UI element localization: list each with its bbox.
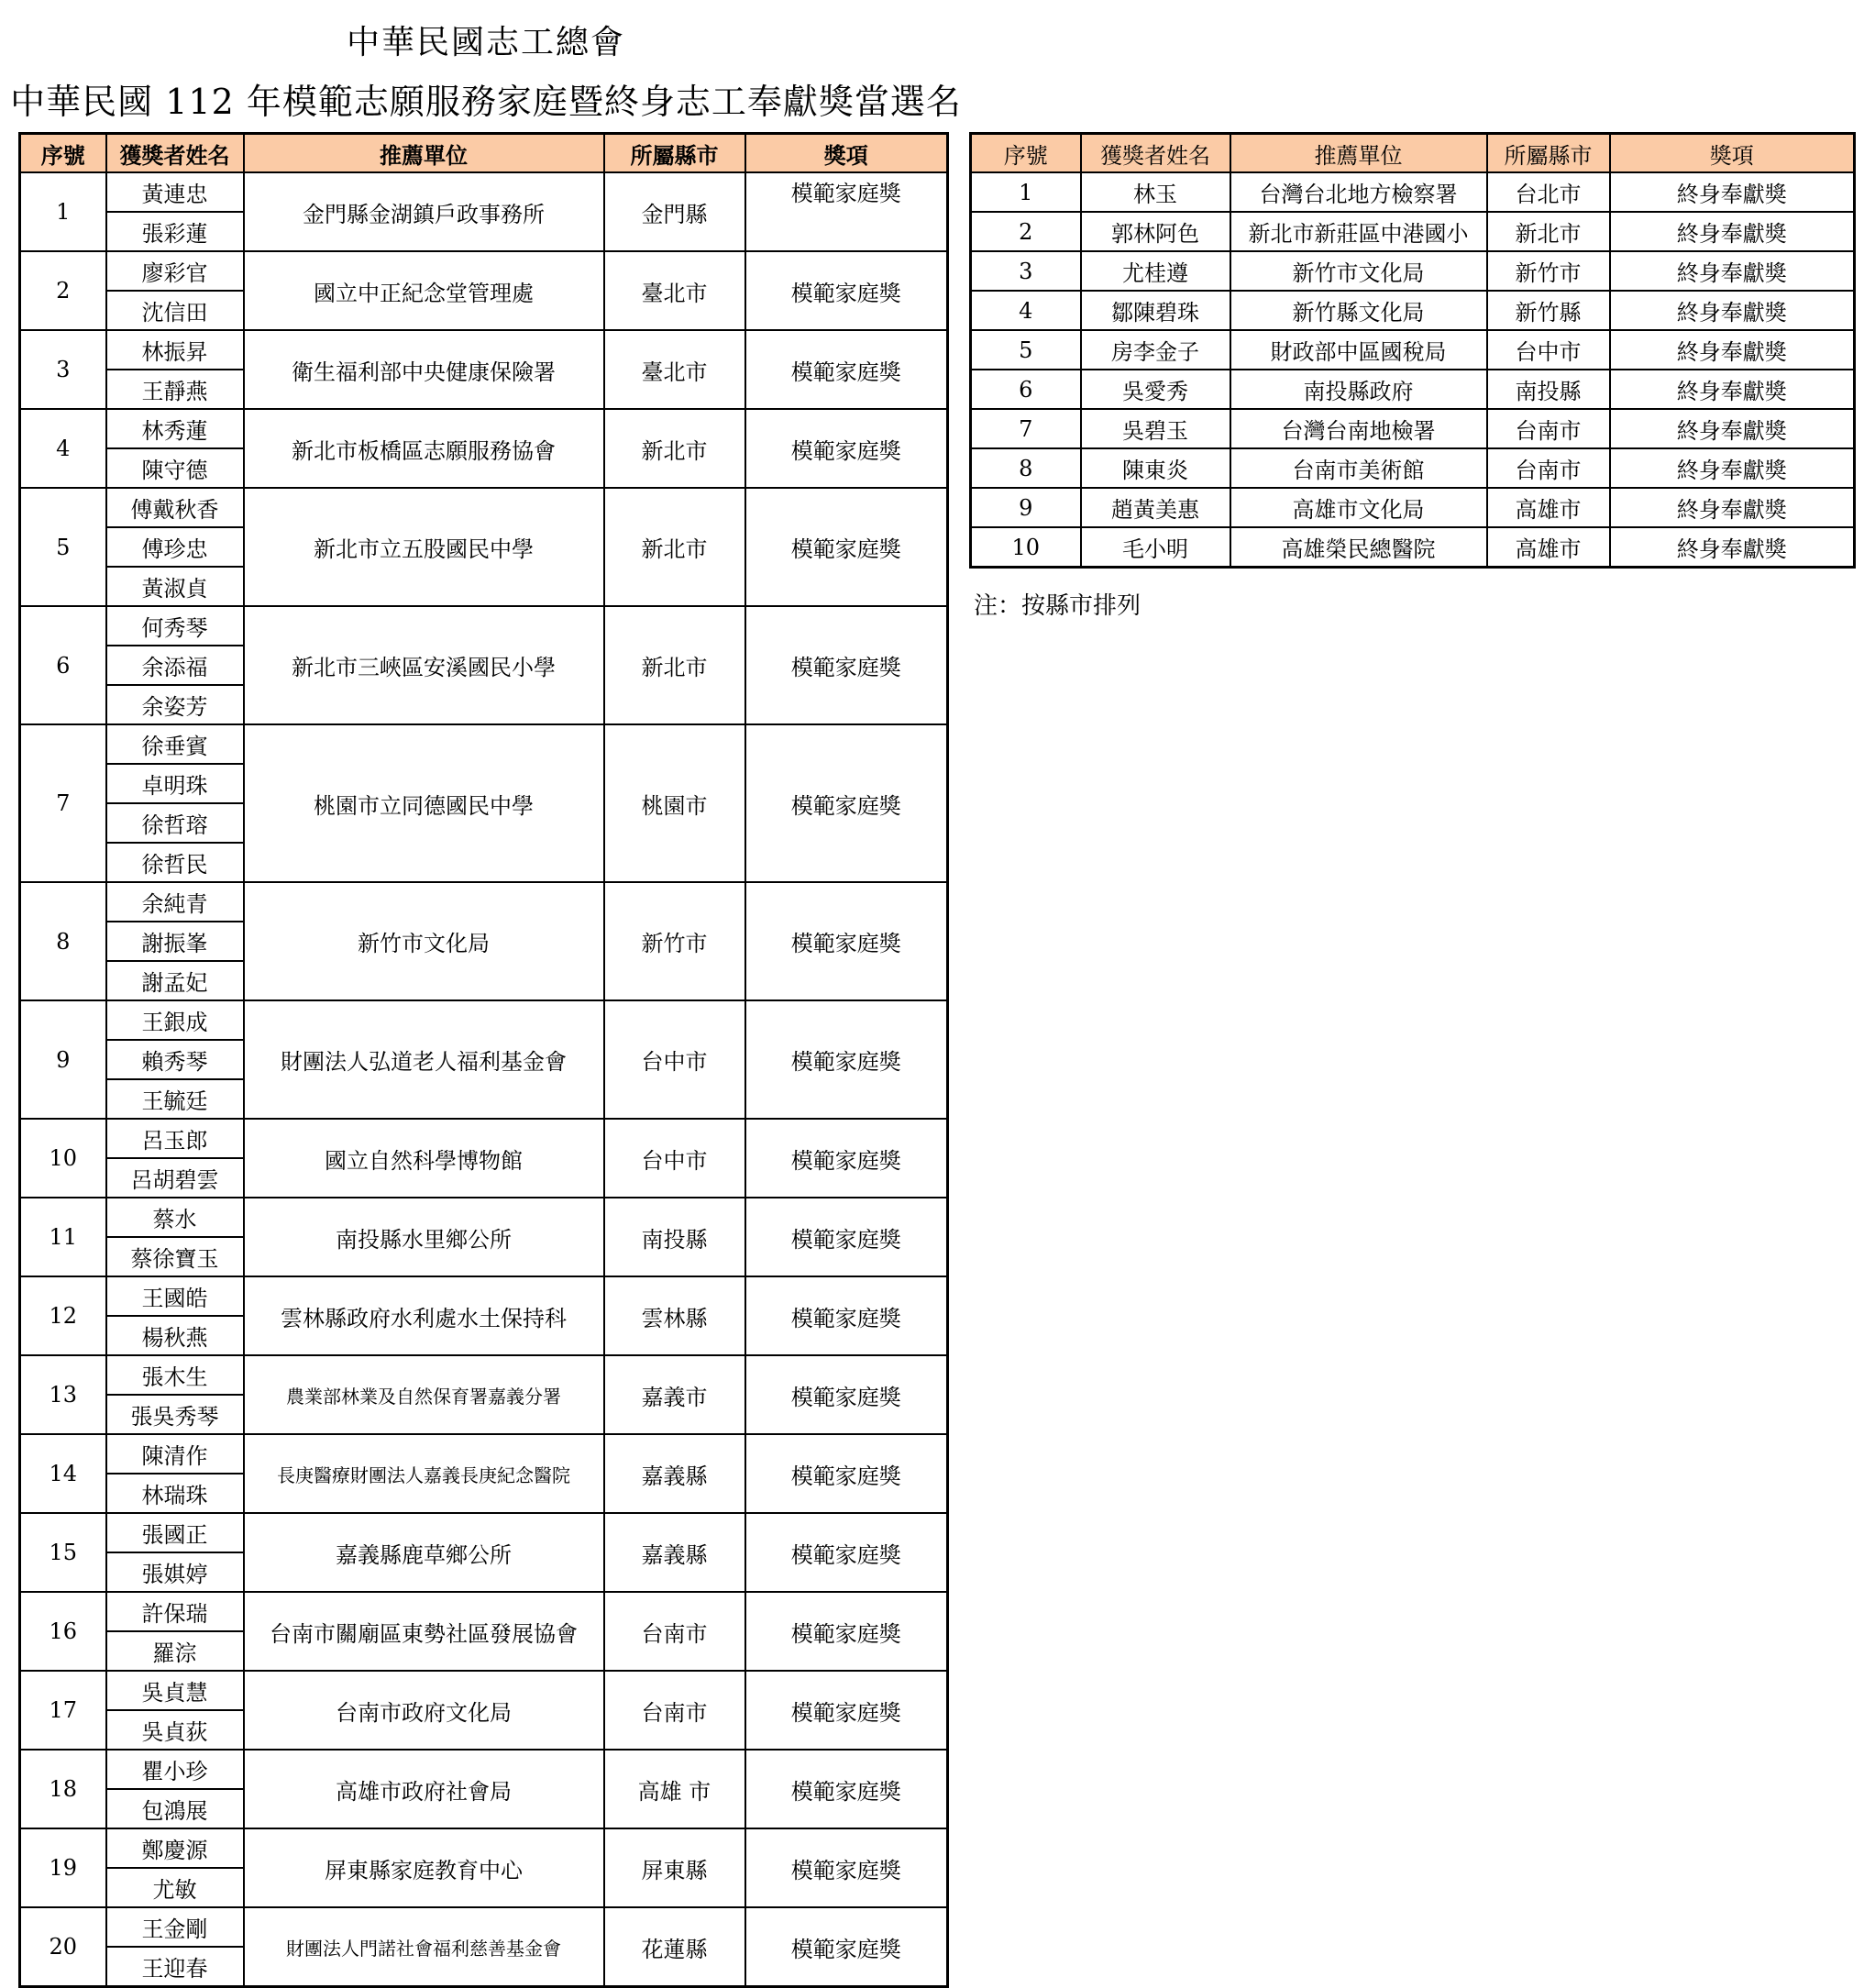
header-award: 獎項	[745, 134, 948, 173]
row-number: 7	[20, 724, 106, 882]
header-name: 獲獎者姓名	[106, 134, 244, 173]
awardee-name: 王金剛	[106, 1907, 244, 1947]
award-type: 終身奉獻獎	[1610, 527, 1855, 568]
recommending-unit: 新北市新莊區中港國小	[1230, 212, 1487, 251]
awardee-name: 趙黃美惠	[1081, 488, 1230, 527]
table-row	[20, 1671, 948, 1710]
county-city: 台中市	[604, 1119, 745, 1198]
lifetime-table-header	[971, 134, 1855, 173]
table-row	[20, 172, 948, 212]
awardee-name: 郭林阿色	[1081, 212, 1230, 251]
row-number: 8	[971, 448, 1081, 488]
awardee-name: 王毓廷	[106, 1079, 244, 1119]
county-city: 金門縣	[604, 172, 745, 251]
table-row	[971, 172, 1855, 212]
row-number: 16	[20, 1592, 106, 1671]
recommending-unit: 台南市美術館	[1230, 448, 1487, 488]
award-type: 模範家庭獎	[745, 1907, 948, 1987]
awardee-name: 吳貞慧	[106, 1671, 244, 1710]
sort-note: 注：按縣市排列	[974, 592, 1142, 620]
recommending-unit: 財團法人弘道老人福利基金會	[244, 1000, 604, 1119]
table-row	[971, 527, 1855, 568]
award-type: 終身奉獻獎	[1610, 409, 1855, 448]
county-city: 台北市	[1487, 172, 1610, 212]
awardee-name: 何秀琴	[106, 606, 244, 646]
awardee-name: 尤敏	[106, 1868, 244, 1907]
row-number: 4	[20, 409, 106, 488]
award-type: 模範家庭獎	[745, 488, 948, 606]
row-number: 18	[20, 1750, 106, 1828]
table-row	[20, 1750, 948, 1789]
awardee-name: 蔡徐寶玉	[106, 1237, 244, 1276]
org-title: 中華民國志工總會	[346, 24, 625, 61]
award-type: 終身奉獻獎	[1610, 172, 1855, 212]
award-type: 終身奉獻獎	[1610, 330, 1855, 370]
awardee-name: 沈信田	[106, 291, 244, 330]
awardee-name: 賴秀琴	[106, 1040, 244, 1079]
county-city: 嘉義縣	[604, 1513, 745, 1592]
recommending-unit: 高雄市政府社會局	[244, 1750, 604, 1828]
row-number: 19	[20, 1828, 106, 1907]
recommending-unit: 南投縣水里鄉公所	[244, 1198, 604, 1276]
award-type: 終身奉獻獎	[1610, 212, 1855, 251]
award-type: 模範家庭獎	[745, 251, 948, 330]
row-number: 3	[971, 251, 1081, 291]
recommending-unit: 新竹縣文化局	[1230, 291, 1487, 330]
award-type: 模範家庭獎	[745, 172, 948, 251]
award-type: 模範家庭獎	[745, 1750, 948, 1828]
awardee-name: 王銀成	[106, 1000, 244, 1040]
awardee-name: 廖彩官	[106, 251, 244, 291]
award-type: 模範家庭獎	[745, 1276, 948, 1355]
awardee-name: 陳守德	[106, 448, 244, 488]
awardee-name: 呂胡碧雲	[106, 1158, 244, 1198]
recommending-unit: 新竹市文化局	[1230, 251, 1487, 291]
recommending-unit: 台南市關廟區東勢社區發展協會	[244, 1592, 604, 1671]
recommending-unit: 金門縣金湖鎮戶政事務所	[244, 172, 604, 251]
awardee-name: 謝孟妃	[106, 961, 244, 1000]
awardee-name: 張娸婷	[106, 1552, 244, 1592]
award-type: 模範家庭獎	[745, 1198, 948, 1276]
family-award-table	[18, 132, 949, 1988]
awardee-name: 林玉	[1081, 172, 1230, 212]
recommending-unit: 新北市立五股國民中學	[244, 488, 604, 606]
award-type: 模範家庭獎	[745, 882, 948, 1000]
awardee-name: 陳清作	[106, 1434, 244, 1474]
award-type: 終身奉獻獎	[1610, 448, 1855, 488]
awardee-name: 呂玉郎	[106, 1119, 244, 1158]
row-number: 10	[20, 1119, 106, 1198]
recommending-unit: 台南市政府文化局	[244, 1671, 604, 1750]
awardee-name: 房李金子	[1081, 330, 1230, 370]
table-row	[971, 409, 1855, 448]
awardee-name: 王迎春	[106, 1947, 244, 1987]
county-city: 南投縣	[1487, 370, 1610, 409]
county-city: 台中市	[1487, 330, 1610, 370]
table-row	[971, 488, 1855, 527]
recommending-unit: 雲林縣政府水利處水土保持科	[244, 1276, 604, 1355]
row-number: 8	[20, 882, 106, 1000]
row-number: 9	[971, 488, 1081, 527]
award-type: 模範家庭獎	[745, 1592, 948, 1671]
table-row	[971, 212, 1855, 251]
table-row	[20, 251, 948, 291]
awardee-name: 吳愛秀	[1081, 370, 1230, 409]
header-award: 獎項	[1610, 134, 1855, 173]
table-row	[20, 724, 948, 764]
row-number: 15	[20, 1513, 106, 1592]
award-type: 模範家庭獎	[745, 409, 948, 488]
recommending-unit: 台灣台南地檢署	[1230, 409, 1487, 448]
recommending-unit: 國立中正紀念堂管理處	[244, 251, 604, 330]
recommending-unit: 新北市板橋區志願服務協會	[244, 409, 604, 488]
awardee-name: 鄭慶源	[106, 1828, 244, 1868]
awardee-name: 羅淙	[106, 1631, 244, 1671]
awardee-name: 王國皓	[106, 1276, 244, 1316]
row-number: 6	[971, 370, 1081, 409]
county-city: 南投縣	[604, 1198, 745, 1276]
row-number: 10	[971, 527, 1081, 568]
table-row	[20, 1198, 948, 1237]
awardee-name: 許保瑞	[106, 1592, 244, 1631]
row-number: 6	[20, 606, 106, 724]
county-city: 嘉義縣	[604, 1434, 745, 1513]
row-number: 20	[20, 1907, 106, 1987]
awardee-name: 包鴻展	[106, 1789, 244, 1828]
row-number: 5	[971, 330, 1081, 370]
awardee-name: 徐哲民	[106, 843, 244, 882]
awardee-name: 傅珍忠	[106, 527, 244, 567]
awardee-name: 謝振峯	[106, 922, 244, 961]
awardee-name: 張彩蓮	[106, 212, 244, 251]
awardee-name: 尤桂遵	[1081, 251, 1230, 291]
lifetime-award-table	[969, 132, 1856, 569]
county-city: 桃園市	[604, 724, 745, 882]
award-type: 終身奉獻獎	[1610, 370, 1855, 409]
county-city: 高雄市	[1487, 527, 1610, 568]
header-city: 所屬縣市	[1487, 134, 1610, 173]
row-number: 9	[20, 1000, 106, 1119]
table-row	[20, 1355, 948, 1395]
county-city: 新竹縣	[1487, 291, 1610, 330]
recommending-unit: 衛生福利部中央健康保險署	[244, 330, 604, 409]
awardee-name: 楊秋燕	[106, 1316, 244, 1355]
header-name: 獲獎者姓名	[1081, 134, 1230, 173]
recommending-unit: 長庚醫療財團法人嘉義長庚紀念醫院	[244, 1434, 604, 1513]
awardee-name: 余純青	[106, 882, 244, 922]
table-row	[20, 1592, 948, 1631]
award-type: 模範家庭獎	[745, 1828, 948, 1907]
recommending-unit: 台灣台北地方檢察署	[1230, 172, 1487, 212]
table-row	[20, 1119, 948, 1158]
table-row	[971, 330, 1855, 370]
table-row	[20, 882, 948, 922]
row-number: 3	[20, 330, 106, 409]
row-number: 2	[971, 212, 1081, 251]
header-unit: 推薦單位	[244, 134, 604, 173]
awardee-name: 徐哲瑢	[106, 803, 244, 843]
table-row	[20, 1513, 948, 1552]
awardee-name: 林秀蓮	[106, 409, 244, 448]
table-row	[20, 1828, 948, 1868]
table-row	[20, 409, 948, 448]
row-number: 5	[20, 488, 106, 606]
header-city: 所屬縣市	[604, 134, 745, 173]
family-table-header	[20, 134, 948, 173]
awardee-name: 張吳秀琴	[106, 1395, 244, 1434]
table-row	[971, 448, 1855, 488]
awardee-name: 黃淑貞	[106, 567, 244, 606]
row-number: 17	[20, 1671, 106, 1750]
row-number: 14	[20, 1434, 106, 1513]
award-type: 終身奉獻獎	[1610, 251, 1855, 291]
awardee-name: 陳東炎	[1081, 448, 1230, 488]
county-city: 台南市	[604, 1671, 745, 1750]
awardee-name: 蔡水	[106, 1198, 244, 1237]
awardee-name: 徐垂賓	[106, 724, 244, 764]
awardee-name: 余添福	[106, 646, 244, 685]
header-no: 序號	[971, 134, 1081, 173]
row-number: 2	[20, 251, 106, 330]
row-number: 1	[20, 172, 106, 251]
county-city: 雲林縣	[604, 1276, 745, 1355]
awardee-name: 瞿小珍	[106, 1750, 244, 1789]
header-no: 序號	[20, 134, 106, 173]
county-city: 台南市	[1487, 409, 1610, 448]
county-city: 花蓮縣	[604, 1907, 745, 1987]
awardee-name: 余姿芳	[106, 685, 244, 724]
award-type: 終身奉獻獎	[1610, 291, 1855, 330]
award-type: 模範家庭獎	[745, 1671, 948, 1750]
table-row	[20, 488, 948, 527]
document-title: 中華民國 112 年模範志願服務家庭暨終身志工奉獻獎當選名	[10, 82, 962, 122]
county-city: 台南市	[1487, 448, 1610, 488]
awardee-name: 毛小明	[1081, 527, 1230, 568]
awardee-name: 傅戴秋香	[106, 488, 244, 527]
county-city: 新北市	[604, 606, 745, 724]
award-type: 模範家庭獎	[745, 1355, 948, 1434]
recommending-unit: 嘉義縣鹿草鄉公所	[244, 1513, 604, 1592]
table-row	[20, 330, 948, 370]
award-type: 模範家庭獎	[745, 724, 948, 882]
table-row	[20, 1276, 948, 1316]
table-row	[971, 370, 1855, 409]
awardee-name: 張木生	[106, 1355, 244, 1395]
awardee-name: 黃連忠	[106, 172, 244, 212]
county-city: 新竹市	[604, 882, 745, 1000]
county-city: 新北市	[604, 409, 745, 488]
recommending-unit: 高雄市文化局	[1230, 488, 1487, 527]
county-city: 高雄市	[1487, 488, 1610, 527]
table-row	[971, 251, 1855, 291]
award-type: 模範家庭獎	[745, 1119, 948, 1198]
award-type: 模範家庭獎	[745, 1000, 948, 1119]
award-type: 終身奉獻獎	[1610, 488, 1855, 527]
county-city: 臺北市	[604, 251, 745, 330]
row-number: 7	[971, 409, 1081, 448]
award-type: 模範家庭獎	[745, 330, 948, 409]
awardee-name: 吳貞荻	[106, 1710, 244, 1750]
row-number: 11	[20, 1198, 106, 1276]
table-row	[20, 606, 948, 646]
county-city: 嘉義市	[604, 1355, 745, 1434]
recommending-unit: 南投縣政府	[1230, 370, 1487, 409]
row-number: 1	[971, 172, 1081, 212]
header-unit: 推薦單位	[1230, 134, 1487, 173]
recommending-unit: 桃園市立同德國民中學	[244, 724, 604, 882]
awardee-name: 卓明珠	[106, 764, 244, 803]
recommending-unit: 高雄榮民總醫院	[1230, 527, 1487, 568]
recommending-unit: 屏東縣家庭教育中心	[244, 1828, 604, 1907]
county-city: 台南市	[604, 1592, 745, 1671]
county-city: 台中市	[604, 1000, 745, 1119]
county-city: 新竹市	[1487, 251, 1610, 291]
table-row	[20, 1434, 948, 1474]
county-city: 新北市	[1487, 212, 1610, 251]
award-type: 模範家庭獎	[745, 1434, 948, 1513]
awardee-name: 吳碧玉	[1081, 409, 1230, 448]
row-number: 4	[971, 291, 1081, 330]
award-type: 模範家庭獎	[745, 606, 948, 724]
recommending-unit: 財團法人門諾社會福利慈善基金會	[244, 1907, 604, 1987]
recommending-unit: 新北市三峽區安溪國民小學	[244, 606, 604, 724]
recommending-unit: 新竹市文化局	[244, 882, 604, 1000]
county-city: 臺北市	[604, 330, 745, 409]
county-city: 屏東縣	[604, 1828, 745, 1907]
award-type: 模範家庭獎	[745, 1513, 948, 1592]
awardee-name: 林瑞珠	[106, 1474, 244, 1513]
county-city: 高雄 市	[604, 1750, 745, 1828]
awardee-name: 王靜燕	[106, 370, 244, 409]
table-row	[20, 1907, 948, 1947]
row-number: 13	[20, 1355, 106, 1434]
row-number: 12	[20, 1276, 106, 1355]
table-row	[971, 291, 1855, 330]
awardee-name: 林振昇	[106, 330, 244, 370]
recommending-unit: 財政部中區國稅局	[1230, 330, 1487, 370]
awardee-name: 鄒陳碧珠	[1081, 291, 1230, 330]
awardee-name: 張國正	[106, 1513, 244, 1552]
recommending-unit: 國立自然科學博物館	[244, 1119, 604, 1198]
table-row	[20, 1000, 948, 1040]
county-city: 新北市	[604, 488, 745, 606]
recommending-unit: 農業部林業及自然保育署嘉義分署	[244, 1355, 604, 1434]
